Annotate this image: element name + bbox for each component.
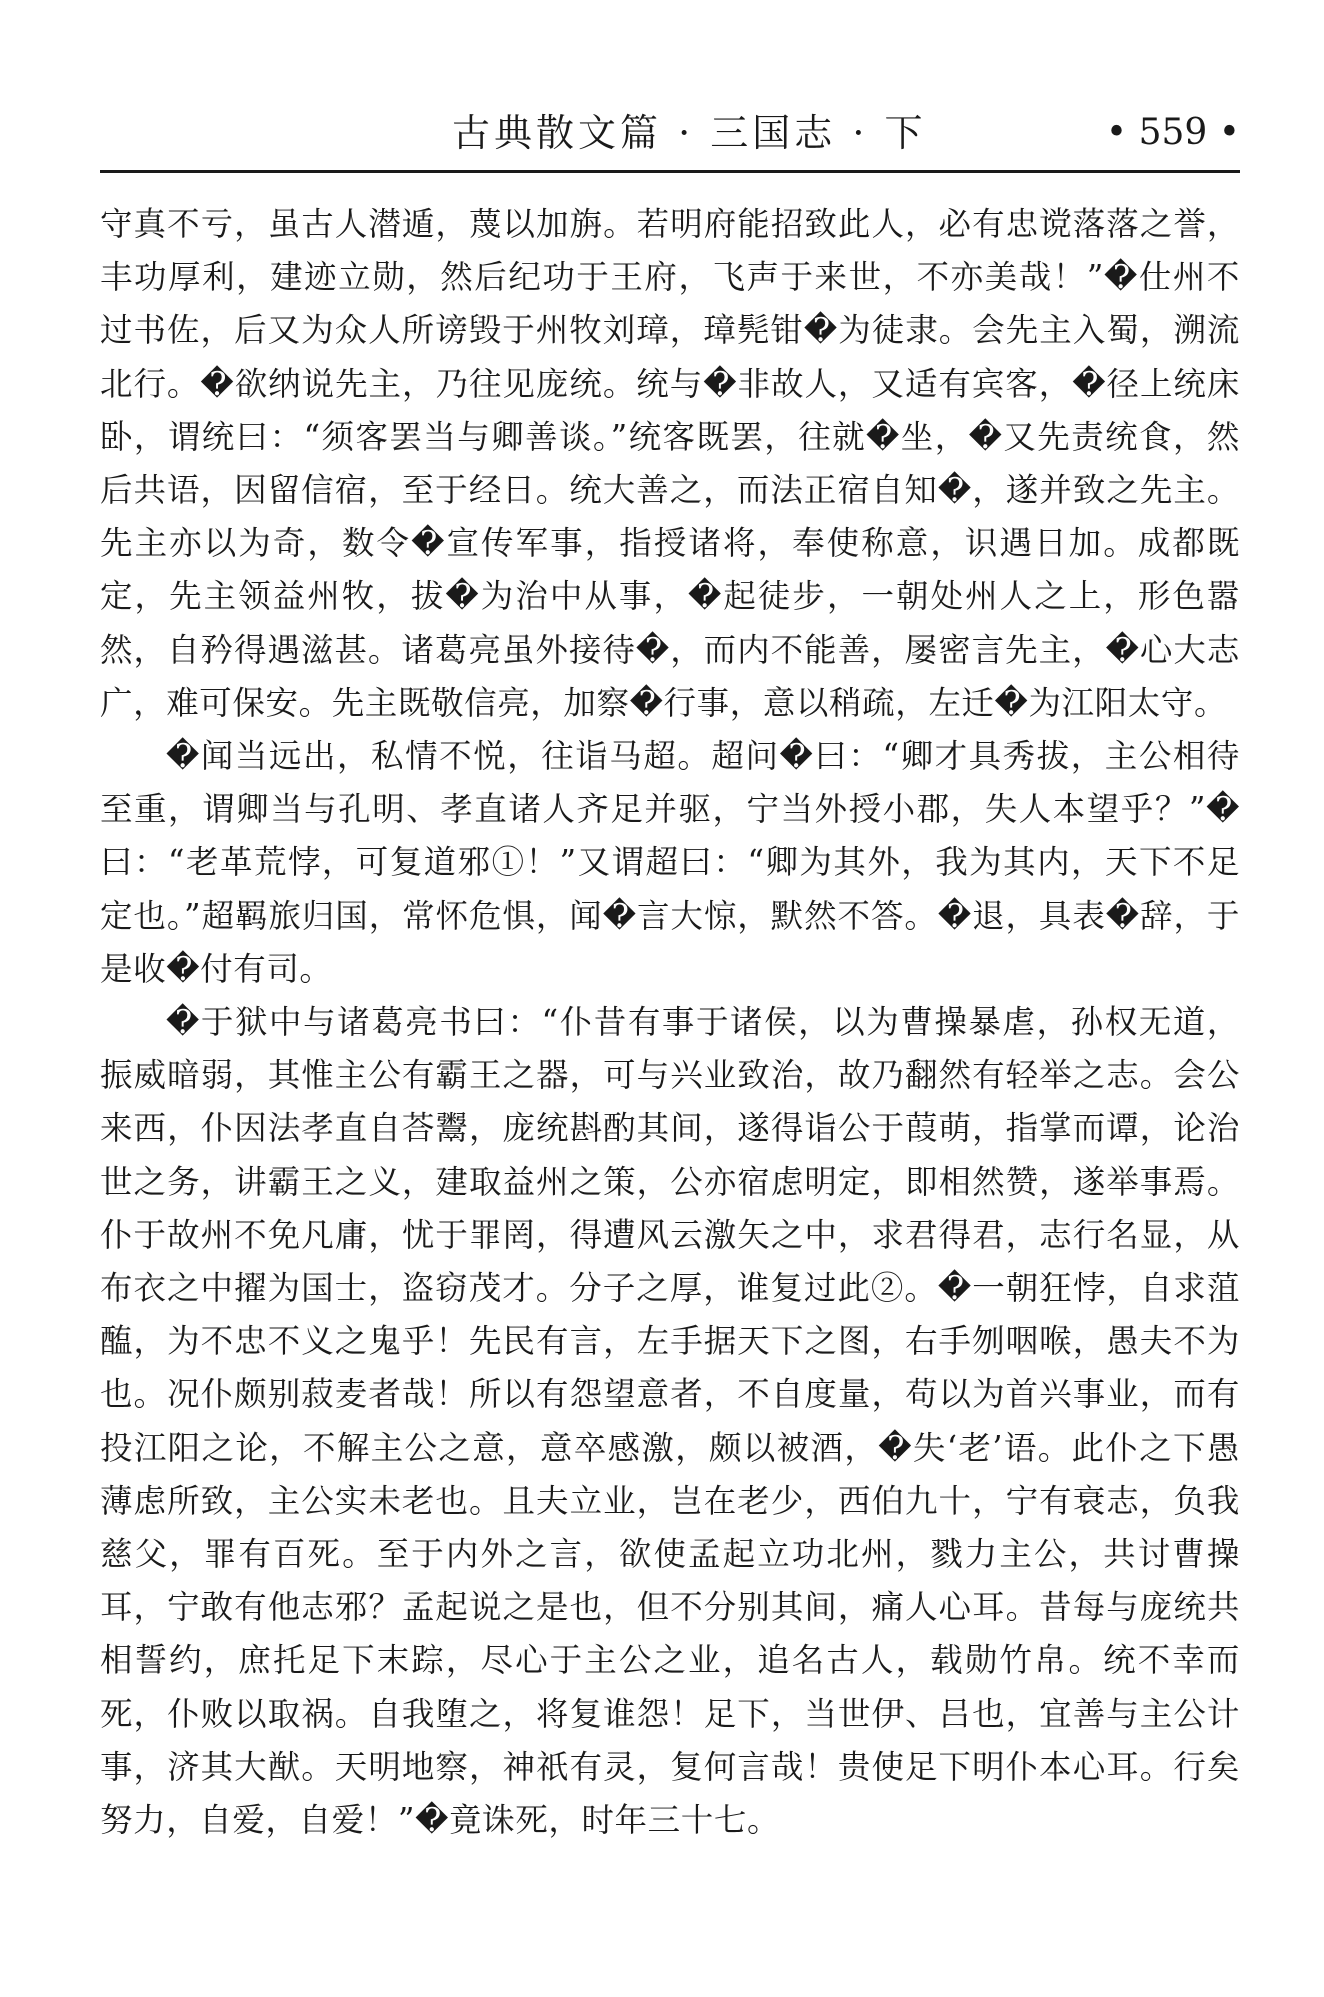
paragraph: �闻当远出，私情不悦，往诣马超。超问�曰：“卿才具秀拔，主公相待至重，谓卿当与孔明、孝直诸人齐足并驱，宁当外授小郡，失人本望乎？”�曰：“老革荒悖，可复道邪①！”又谓超曰：“卿为其外，我为其内，天下不足定也。”超羁旅归国，常怀危惧，闻�言大惊，默然不答。�退，具表�辞，于是收�付有司。 — [100, 737, 1240, 988]
header-rule — [100, 170, 1240, 173]
page-number: • 559 • — [1105, 112, 1240, 153]
paragraph: �于狱中与诸葛亮书曰：“仆昔有事于诸侯，以为曹操暴虐，孙权无道，振威暗弱，其惟主公有霸王之器，可与兴业致治，故乃翻然有轻举之志。会公来西，仆因法孝直自荅鬻，庞统斟酌其间，遂得诣公于葭萌，指掌而谭，论治世之务，讲霸王之义，建取益州之策，公亦宿虑明定，即相然赞，遂举事焉。仆于故州不免凡庸，忧于罪罔，得遭风云激矢之中，求君得君，志行名显，从布衣之中擢为国士，盗窃茂才。分子之厚，谁复过此②。�一朝狂悖，自求菹醢，为不忠不义之鬼乎！先民有言，左手据天下之图，右手刎咽喉，愚夫不为也。况仆颇别菽麦者哉！所以有怨望意者，不自度量，苟以为首兴事业，而有投江阳之论，不解主公之意，意卒感激，颇以被酒，�失‘老’语。此仆之下愚薄虑所致，主公实未老也。且夫立业，岂在老少，西伯九十，宁有衰志，负我慈父，罪有百死。至于内外之言，欲使孟起立功北州，戮力主公，共讨曹操耳，宁敢有他志邪？孟起说之是也，但不分别其间，痛人心耳。昔每与庞统共相誓约，庶托足下末踪，尽心于主公之业，追名古人，载勋竹帛。统不幸而死，仆败以取祸。自我堕之，将复谁怨！足下，当世伊、吕也，宜善与主公计事，济其大猷。天明地察，神祇有灵，复何言哉！贵使足下明仆本心耳。行矣努力，自爱，自爱！”�竟诛死，时年三十七。 — [100, 1003, 1240, 1840]
body-text — [100, 198, 1240, 1847]
running-title: 古典散文篇 · 三国志 · 下 — [452, 111, 927, 155]
page-header — [100, 100, 1240, 170]
paragraph-continued: 守真不亏，虽古人潜遁，蔑以加旃。若明府能招致此人，必有忠谠落落之誉，丰功厚利，建迹立勋，然后纪功于王府，飞声于来世，不亦美哉！”�仕州不过书佐，后又为众人所谤毁于州牧刘璋，璋髡钳�为徒隶。会先主入蜀，溯流北行。�欲纳说先主，乃往见庞统。统与�非故人，又适有宾客，�径上统床卧，谓统曰：“须客罢当与卿善谈。”统客既罢，往就�坐，�又先责统食，然后共语，因留信宿，至于经日。统大善之，而法正宿自知�，遂并致之先主。先主亦以为奇，数令�宣传军事，指授诸将，奉使称意，识遇日加。成都既定，先主领益州牧，拔�为治中从事，�起徒步，一朝处州人之上，形色嚣然，自矜得遇滋甚。诸葛亮虽外接待�，而内不能善，屡密言先主，�心大志广，难可保安。先主既敬信亮，加察�行事，意以稍疏，左迁�为江阳太守。 — [100, 205, 1240, 722]
